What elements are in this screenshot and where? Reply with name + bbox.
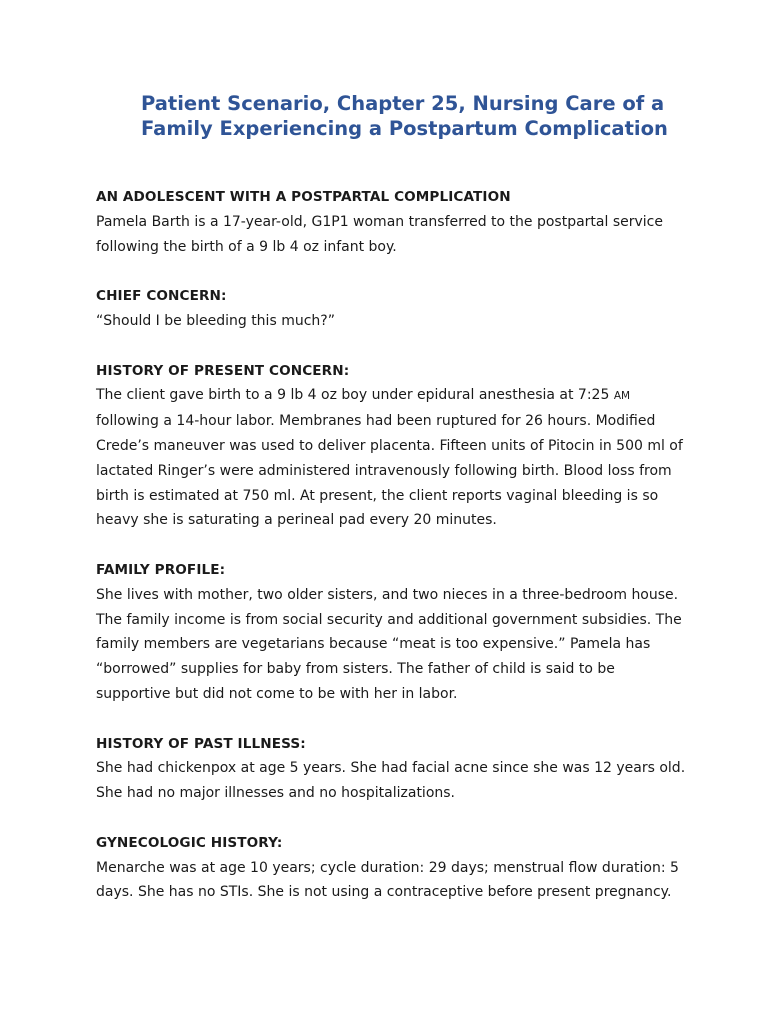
section-past-illness	[96, 732, 686, 806]
section-spacer	[96, 707, 686, 732]
section-text: Pamela Barth is a 17-year-old, G1P1 woman transferred to the postpartal service following the birth of a 9 lb 4 oz infant boy.	[96, 213, 663, 255]
section-text-part: The client gave birth to a 9 lb 4 oz boy under epidural anesthesia at 7:25	[96, 387, 614, 404]
section-present-concern	[96, 359, 686, 534]
section-spacer	[96, 533, 686, 558]
section-text: She had chickenpox at age 5 years. She had facial acne since she was 12 years old. She had no major illnesses and no hospitalizations.	[96, 760, 686, 802]
section-text: “Should I be bleeding this much?”	[96, 312, 335, 329]
section-spacer	[96, 334, 686, 359]
section-text	[96, 383, 686, 533]
time-suffix: AM	[613, 390, 631, 403]
section-heading: CHIEF CONCERN:	[96, 288, 227, 305]
section-heading: HISTORY OF PAST ILLNESS:	[96, 735, 306, 752]
section-heading: HISTORY OF PRESENT CONCERN:	[96, 362, 350, 379]
section-text: She lives with mother, two older sisters, and two nieces in a three-bedroom house. The family income is from social security and additional government subsidies. The family members are vegetarians because “meat is too expensive.” Pamela has “borrowed” supplies for baby from sisters. The father of child is said to be supportive but did not come to be with her in labor.	[96, 586, 682, 702]
section-heading: FAMILY PROFILE:	[96, 561, 226, 578]
document-title: Patient Scenario, Chapter 25, Nursing Care of a Family Experiencing a Postpartum Complication	[141, 92, 668, 140]
section-gynecologic-history	[96, 831, 686, 905]
section-adolescent	[96, 185, 686, 259]
section-chief-concern	[96, 284, 686, 334]
section-family-profile	[96, 558, 686, 707]
section-spacer	[96, 806, 686, 831]
document-body	[96, 185, 686, 905]
section-spacer	[96, 259, 686, 284]
section-text: Menarche was at age 10 years; cycle duration: 29 days; menstrual flow duration: 5 days. She has no STIs. She is not using a contraceptive before present pregnancy.	[96, 859, 679, 901]
section-text-part: following a 14-hour labor. Membranes had been ruptured for 26 hours. Modified Crede’s maneuver was used to deliver placenta. Fifteen units of Pitocin in 500 ml of lactated Ringer’s were administered intravenously following birth. Blood loss from birth is estimated at 750 ml. At present, the client reports vaginal bleeding is so heavy she is saturating a perineal pad every 20 minutes.	[96, 413, 683, 529]
section-heading: GYNECOLOGIC HISTORY:	[96, 834, 283, 851]
section-heading: AN ADOLESCENT WITH A POSTPARTAL COMPLICATION	[96, 189, 511, 205]
